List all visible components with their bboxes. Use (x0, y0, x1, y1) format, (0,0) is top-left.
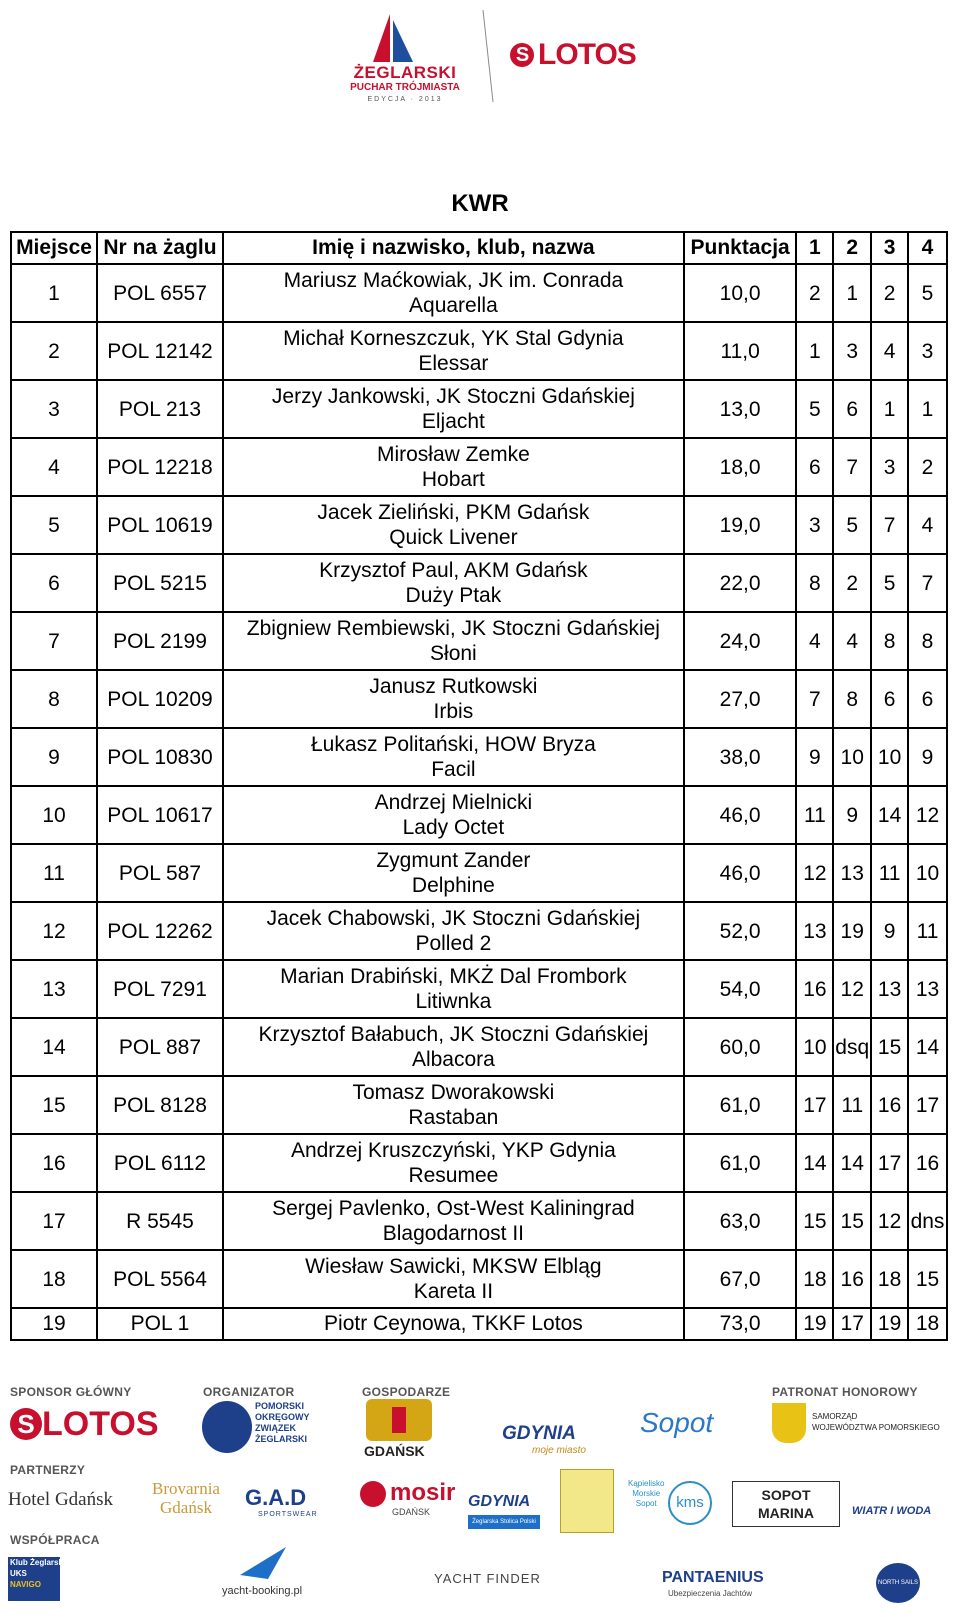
name-cell (223, 554, 684, 612)
gdansk-crest-icon (366, 1399, 432, 1441)
sail-number-cell: POL 1 (97, 1308, 223, 1340)
race3-cell: 1 (871, 380, 908, 438)
sailor-club: Krzysztof Paul, AKM Gdańsk (319, 559, 588, 582)
race3-cell: 3 (871, 438, 908, 496)
lotos-logo-text: LOTOS (538, 38, 636, 71)
race2-cell: 19 (833, 902, 871, 960)
place-cell: 14 (11, 1018, 97, 1076)
race4-cell: 10 (908, 844, 947, 902)
race1-cell: 18 (796, 1250, 833, 1308)
lotos-footer-text: LOTOS (42, 1405, 159, 1443)
table-row (11, 438, 947, 496)
race3-cell: 11 (871, 844, 908, 902)
sail-number-cell: POL 2199 (97, 612, 223, 670)
sailor-club: Wiesław Sawicki, MKSW Elbląg (305, 1255, 602, 1278)
race2-cell: 2 (833, 554, 871, 612)
race4-cell: 2 (908, 438, 947, 496)
race3-cell: 2 (871, 264, 908, 322)
results-table (10, 231, 948, 1341)
name-cell (223, 1192, 684, 1250)
points-cell: 10,0 (684, 264, 797, 322)
points-cell: 61,0 (684, 1076, 797, 1134)
name-cell (223, 786, 684, 844)
table-row (11, 612, 947, 670)
uks-navigo-logo (10, 1557, 65, 1590)
points-cell: 13,0 (684, 380, 797, 438)
sailor-club: Michał Korneszczuk, YK Stal Gdynia (283, 327, 624, 350)
race3-cell: 9 (871, 902, 908, 960)
race1-cell: 8 (796, 554, 833, 612)
sailor-club: Mariusz Maćkowiak, JK im. Conrada (283, 269, 624, 292)
lotos-symbol-icon: S (510, 43, 534, 67)
race3-cell: 17 (871, 1134, 908, 1192)
pantaenius-logo: PANTAENIUS (662, 1569, 764, 1586)
race3-cell: 4 (871, 322, 908, 380)
table-row (11, 786, 947, 844)
points-cell: 19,0 (684, 496, 797, 554)
gdynia2-logo-text: GDYNIA (468, 1493, 531, 1510)
table-row (11, 670, 947, 728)
name-cell (223, 728, 684, 786)
col-header-race1: 1 (796, 232, 833, 264)
points-cell: 22,0 (684, 554, 797, 612)
race3-cell: 13 (871, 960, 908, 1018)
table-row (11, 728, 947, 786)
place-cell: 19 (11, 1308, 97, 1340)
race2-cell: 9 (833, 786, 871, 844)
race2-cell: 11 (833, 1076, 871, 1134)
place-cell: 1 (11, 264, 97, 322)
lotos-footer-logo (10, 1405, 159, 1444)
place-cell: 3 (11, 380, 97, 438)
sailor-club: Jacek Chabowski, JK Stoczni Gdańskiej (266, 907, 641, 930)
boat-name: Facil (431, 758, 476, 781)
table-row (11, 496, 947, 554)
points-cell: 18,0 (684, 438, 797, 496)
place-cell: 15 (11, 1076, 97, 1134)
name-cell (223, 496, 684, 554)
race2-cell: 3 (833, 322, 871, 380)
sailor-club: Mirosław Zemke (376, 443, 530, 466)
boat-name: Polled 2 (415, 932, 492, 955)
mosir-logo-text: mosir (390, 1479, 456, 1506)
brovarnia-line2: Gdańsk (160, 1498, 212, 1517)
race3-cell: 6 (871, 670, 908, 728)
name-cell (223, 1076, 684, 1134)
organizer-line1: POMORSKI (255, 1401, 305, 1411)
sailor-club: Jacek Zieliński, PKM Gdańsk (317, 501, 590, 524)
points-cell: 61,0 (684, 1134, 797, 1192)
gdynia2-tagline: Żeglarska Stolica Polski (468, 1515, 540, 1529)
race1-cell: 12 (796, 844, 833, 902)
race1-cell: 14 (796, 1134, 833, 1192)
sail-number-cell: POL 587 (97, 844, 223, 902)
points-cell: 60,0 (684, 1018, 797, 1076)
place-cell: 5 (11, 496, 97, 554)
boat-name: Irbis (433, 700, 474, 723)
race4-cell: 5 (908, 264, 947, 322)
school-crest-icon (560, 1469, 614, 1533)
col-header-name: Imię i nazwisko, klub, nazwa (223, 232, 684, 264)
race1-cell: 3 (796, 496, 833, 554)
brovarnia-line1: Brovarnia (152, 1479, 220, 1498)
event-logo-line3: EDYCJA · 2013 (367, 96, 443, 103)
points-cell: 46,0 (684, 786, 797, 844)
pomorskie-crest-icon (772, 1403, 806, 1443)
hosts-label: GOSPODARZE (362, 1385, 451, 1399)
race4-cell: 14 (908, 1018, 947, 1076)
place-cell: 17 (11, 1192, 97, 1250)
organizer-line4: ŻEGLARSKI (255, 1434, 308, 1444)
organizer-anchor-icon (202, 1401, 252, 1453)
place-cell: 8 (11, 670, 97, 728)
table-row (11, 322, 947, 380)
sail-number-cell: POL 8128 (97, 1076, 223, 1134)
sail-number-cell: POL 213 (97, 380, 223, 438)
header-divider (482, 8, 494, 104)
sailor-club: Piotr Ceynowa, TKKF Lotos (324, 1312, 583, 1335)
lotos-logo (510, 38, 636, 72)
points-cell: 11,0 (684, 322, 797, 380)
race2-cell: 13 (833, 844, 871, 902)
table-header-row (11, 232, 947, 264)
table-row (11, 844, 947, 902)
points-cell: 54,0 (684, 960, 797, 1018)
race4-cell: 15 (908, 1250, 947, 1308)
points-cell: 73,0 (684, 1308, 797, 1340)
col-header-points: Punktacja (684, 232, 797, 264)
race4-cell: 3 (908, 322, 947, 380)
sail-number-cell: POL 12218 (97, 438, 223, 496)
wiatr-i-woda-logo: WIATR I WODA (852, 1505, 932, 1517)
boat-name: Eljacht (421, 410, 485, 433)
race4-cell: 7 (908, 554, 947, 612)
partners-label: PARTNERZY (10, 1463, 86, 1477)
boat-name: Aquarella (409, 294, 498, 317)
sailor-club: Zbigniew Rembiewski, JK Stoczni Gdańskiej (246, 617, 660, 640)
sail-number-cell: POL 6557 (97, 264, 223, 322)
race3-cell: 19 (871, 1308, 908, 1340)
boat-name: Litiwnka (415, 990, 492, 1013)
col-header-race2: 2 (833, 232, 871, 264)
uks-line1: Klub Żeglarski (10, 1558, 66, 1567)
gad-tagline: SPORTSWEAR (258, 1511, 318, 1518)
sailor-club: Łukasz Politański, HOW Bryza (311, 733, 596, 756)
place-cell: 10 (11, 786, 97, 844)
table-row (11, 380, 947, 438)
sail-logo-icon (368, 12, 418, 64)
sail-number-cell: POL 10619 (97, 496, 223, 554)
race2-cell: 15 (833, 1192, 871, 1250)
marina-line2: MARINA (758, 1505, 814, 1521)
race3-cell: 18 (871, 1250, 908, 1308)
boat-name: Elessar (418, 352, 489, 375)
event-logo-line1: ŻEGLARSKI (353, 63, 457, 82)
race3-cell: 5 (871, 554, 908, 612)
sailor-club: Andrzej Kruszczyński, YKP Gdynia (290, 1139, 616, 1162)
place-cell: 18 (11, 1250, 97, 1308)
points-cell: 46,0 (684, 844, 797, 902)
race1-cell: 5 (796, 380, 833, 438)
table-row (11, 902, 947, 960)
sail-number-cell: POL 12142 (97, 322, 223, 380)
name-cell (223, 380, 684, 438)
points-cell: 38,0 (684, 728, 797, 786)
race1-cell: 11 (796, 786, 833, 844)
name-cell (223, 264, 684, 322)
race2-cell: 17 (833, 1308, 871, 1340)
place-cell: 13 (11, 960, 97, 1018)
name-cell (223, 960, 684, 1018)
race2-cell: 16 (833, 1250, 871, 1308)
race4-cell: 4 (908, 496, 947, 554)
sponsor-label: SPONSOR GŁÓWNY (10, 1385, 132, 1399)
race1-cell: 9 (796, 728, 833, 786)
place-cell: 12 (11, 902, 97, 960)
uks-line3: NAVIGO (10, 1580, 41, 1589)
event-logo (340, 64, 470, 103)
name-cell (223, 1308, 684, 1340)
race3-cell: 14 (871, 786, 908, 844)
sailor-club: Jerzy Jankowski, JK Stoczni Gdańskiej (271, 385, 635, 408)
yacht-finder-logo: YACHT FINDER (434, 1571, 541, 1586)
race1-cell: 17 (796, 1076, 833, 1134)
race1-cell: 15 (796, 1192, 833, 1250)
footer-sponsors (0, 1385, 960, 1621)
sopot-logo-text: Sopot (640, 1407, 714, 1438)
organizer-line3: ZWIĄZEK (255, 1423, 296, 1433)
sopot-marina-logo (732, 1481, 840, 1527)
name-cell (223, 612, 684, 670)
table-row (11, 1076, 947, 1134)
name-cell (223, 438, 684, 496)
table-row (11, 1018, 947, 1076)
race3-cell: 7 (871, 496, 908, 554)
yacht-booking-logo: yacht-booking.pl (222, 1585, 303, 1597)
race3-cell: 15 (871, 1018, 908, 1076)
boat-name: Resumee (408, 1164, 499, 1187)
mosir-tagline: GDAŃSK (392, 1507, 431, 1517)
gdansk-logo-text: GDAŃSK (364, 1443, 425, 1459)
uks-line2: UKS (10, 1569, 27, 1578)
kms-line2: Morskie (632, 1489, 661, 1498)
points-cell: 24,0 (684, 612, 797, 670)
sail-number-cell: POL 6112 (97, 1134, 223, 1192)
col-header-sail: Nr na żaglu (97, 232, 223, 264)
race3-cell: 12 (871, 1192, 908, 1250)
cooperation-label: WSPÓŁPRACA (10, 1533, 100, 1547)
race2-cell: 7 (833, 438, 871, 496)
boat-name: Blagodarnost II (382, 1222, 525, 1245)
header (0, 0, 960, 110)
race1-cell: 2 (796, 264, 833, 322)
samorzad-line2: WOJEWÓDZTWA POMORSKIEGO (812, 1423, 940, 1432)
name-cell (223, 1250, 684, 1308)
race2-cell: dsq (833, 1018, 871, 1076)
sailor-club: Janusz Rutkowski (369, 675, 538, 698)
boat-name: Hobart (421, 468, 485, 491)
gdynia-logo-text: GDYNIA (502, 1423, 576, 1444)
pantaenius-tagline: Ubezpieczenia Jachtów (668, 1589, 753, 1598)
race4-cell: dns (908, 1192, 947, 1250)
race2-cell: 4 (833, 612, 871, 670)
race4-cell: 8 (908, 612, 947, 670)
boat-name: Duży Ptak (405, 584, 502, 607)
kms-logo: kms (668, 1481, 712, 1525)
sail-number-cell: POL 5215 (97, 554, 223, 612)
race2-cell: 5 (833, 496, 871, 554)
race2-cell: 12 (833, 960, 871, 1018)
table-row (11, 1134, 947, 1192)
col-header-race3: 3 (871, 232, 908, 264)
mosir-icon (360, 1481, 386, 1507)
col-header-race4: 4 (908, 232, 947, 264)
place-cell: 4 (11, 438, 97, 496)
kms-tagline (628, 1479, 664, 1509)
sail-number-cell: POL 10209 (97, 670, 223, 728)
sail-number-cell: POL 10617 (97, 786, 223, 844)
race2-cell: 10 (833, 728, 871, 786)
race1-cell: 16 (796, 960, 833, 1018)
brovarnia-logo (152, 1479, 220, 1517)
points-cell: 27,0 (684, 670, 797, 728)
boat-name: Delphine (411, 874, 495, 897)
boat-name: Quick Livener (389, 526, 518, 549)
event-logo-line2: PUCHAR TRÓJMIASTA (350, 82, 460, 93)
sailor-club: Zygmunt Zander (376, 849, 531, 872)
race1-cell: 10 (796, 1018, 833, 1076)
table-row (11, 1250, 947, 1308)
race4-cell: 18 (908, 1308, 947, 1340)
sailor-club: Sergej Pavlenko, Ost-West Kaliningrad (272, 1197, 635, 1220)
race1-cell: 13 (796, 902, 833, 960)
race1-cell: 6 (796, 438, 833, 496)
race3-cell: 16 (871, 1076, 908, 1134)
race2-cell: 8 (833, 670, 871, 728)
name-cell (223, 902, 684, 960)
gad-logo: G.A.D (245, 1485, 307, 1510)
points-cell: 52,0 (684, 902, 797, 960)
race1-cell: 4 (796, 612, 833, 670)
kms-line3: Sopot (635, 1499, 657, 1508)
race4-cell: 17 (908, 1076, 947, 1134)
race4-cell: 1 (908, 380, 947, 438)
place-cell: 9 (11, 728, 97, 786)
race3-cell: 10 (871, 728, 908, 786)
sailor-club: Tomasz Dworakowski (352, 1081, 555, 1104)
table-row (11, 264, 947, 322)
race4-cell: 13 (908, 960, 947, 1018)
kms-line1: Kąpielisko (628, 1479, 665, 1488)
table-row (11, 1308, 947, 1340)
race4-cell: 11 (908, 902, 947, 960)
place-cell: 7 (11, 612, 97, 670)
yacht-booking-icon (238, 1545, 288, 1581)
boat-name: Albacora (411, 1048, 495, 1071)
samorzad-logo-text (812, 1411, 940, 1433)
race4-cell: 6 (908, 670, 947, 728)
page-title: KWR (451, 190, 509, 217)
col-header-place: Miejsce (11, 232, 97, 264)
organizer-logo-text (255, 1401, 310, 1445)
boat-name: Kareta II (413, 1280, 494, 1303)
sail-number-cell: POL 5564 (97, 1250, 223, 1308)
samorzad-line1: SAMORZĄD (812, 1412, 858, 1421)
place-cell: 16 (11, 1134, 97, 1192)
sail-number-cell: R 5545 (97, 1192, 223, 1250)
sail-number-cell: POL 10830 (97, 728, 223, 786)
name-cell (223, 844, 684, 902)
patron-label: PATRONAT HONOROWY (772, 1385, 918, 1399)
sail-number-cell: POL 887 (97, 1018, 223, 1076)
race1-cell: 1 (796, 322, 833, 380)
race2-cell: 14 (833, 1134, 871, 1192)
race2-cell: 6 (833, 380, 871, 438)
sail-number-cell: POL 12262 (97, 902, 223, 960)
table-row (11, 1192, 947, 1250)
name-cell (223, 322, 684, 380)
race1-cell: 7 (796, 670, 833, 728)
race1-cell: 19 (796, 1308, 833, 1340)
boat-name: Rastaban (408, 1106, 499, 1129)
place-cell: 2 (11, 322, 97, 380)
name-cell (223, 670, 684, 728)
place-cell: 11 (11, 844, 97, 902)
marina-line1: SOPOT (761, 1487, 811, 1503)
boat-name: Słoni (430, 642, 477, 665)
north-sails-logo: NORTH SAILS (876, 1563, 920, 1603)
gdynia-tagline: moje miasto (532, 1445, 586, 1456)
boat-name: Lady Octet (402, 816, 505, 839)
sailor-club: Krzysztof Bałabuch, JK Stoczni Gdańskiej (258, 1023, 649, 1046)
name-cell (223, 1134, 684, 1192)
name-cell (223, 1018, 684, 1076)
place-cell: 6 (11, 554, 97, 612)
hotel-gdansk-logo: Hotel Gdańsk (8, 1489, 114, 1510)
points-cell: 63,0 (684, 1192, 797, 1250)
sailor-club: Marian Drabiński, MKŻ Dal Frombork (280, 965, 627, 988)
organizer-line2: OKRĘGOWY (255, 1412, 310, 1422)
sailor-club: Andrzej Mielnicki (374, 791, 533, 814)
lotos-footer-symbol-icon: S (10, 1408, 42, 1440)
table-row (11, 554, 947, 612)
race2-cell: 1 (833, 264, 871, 322)
points-cell: 67,0 (684, 1250, 797, 1308)
organizer-label: ORGANIZATOR (203, 1385, 295, 1399)
race4-cell: 9 (908, 728, 947, 786)
table-row (11, 960, 947, 1018)
race3-cell: 8 (871, 612, 908, 670)
sail-number-cell: POL 7291 (97, 960, 223, 1018)
race4-cell: 16 (908, 1134, 947, 1192)
race4-cell: 12 (908, 786, 947, 844)
